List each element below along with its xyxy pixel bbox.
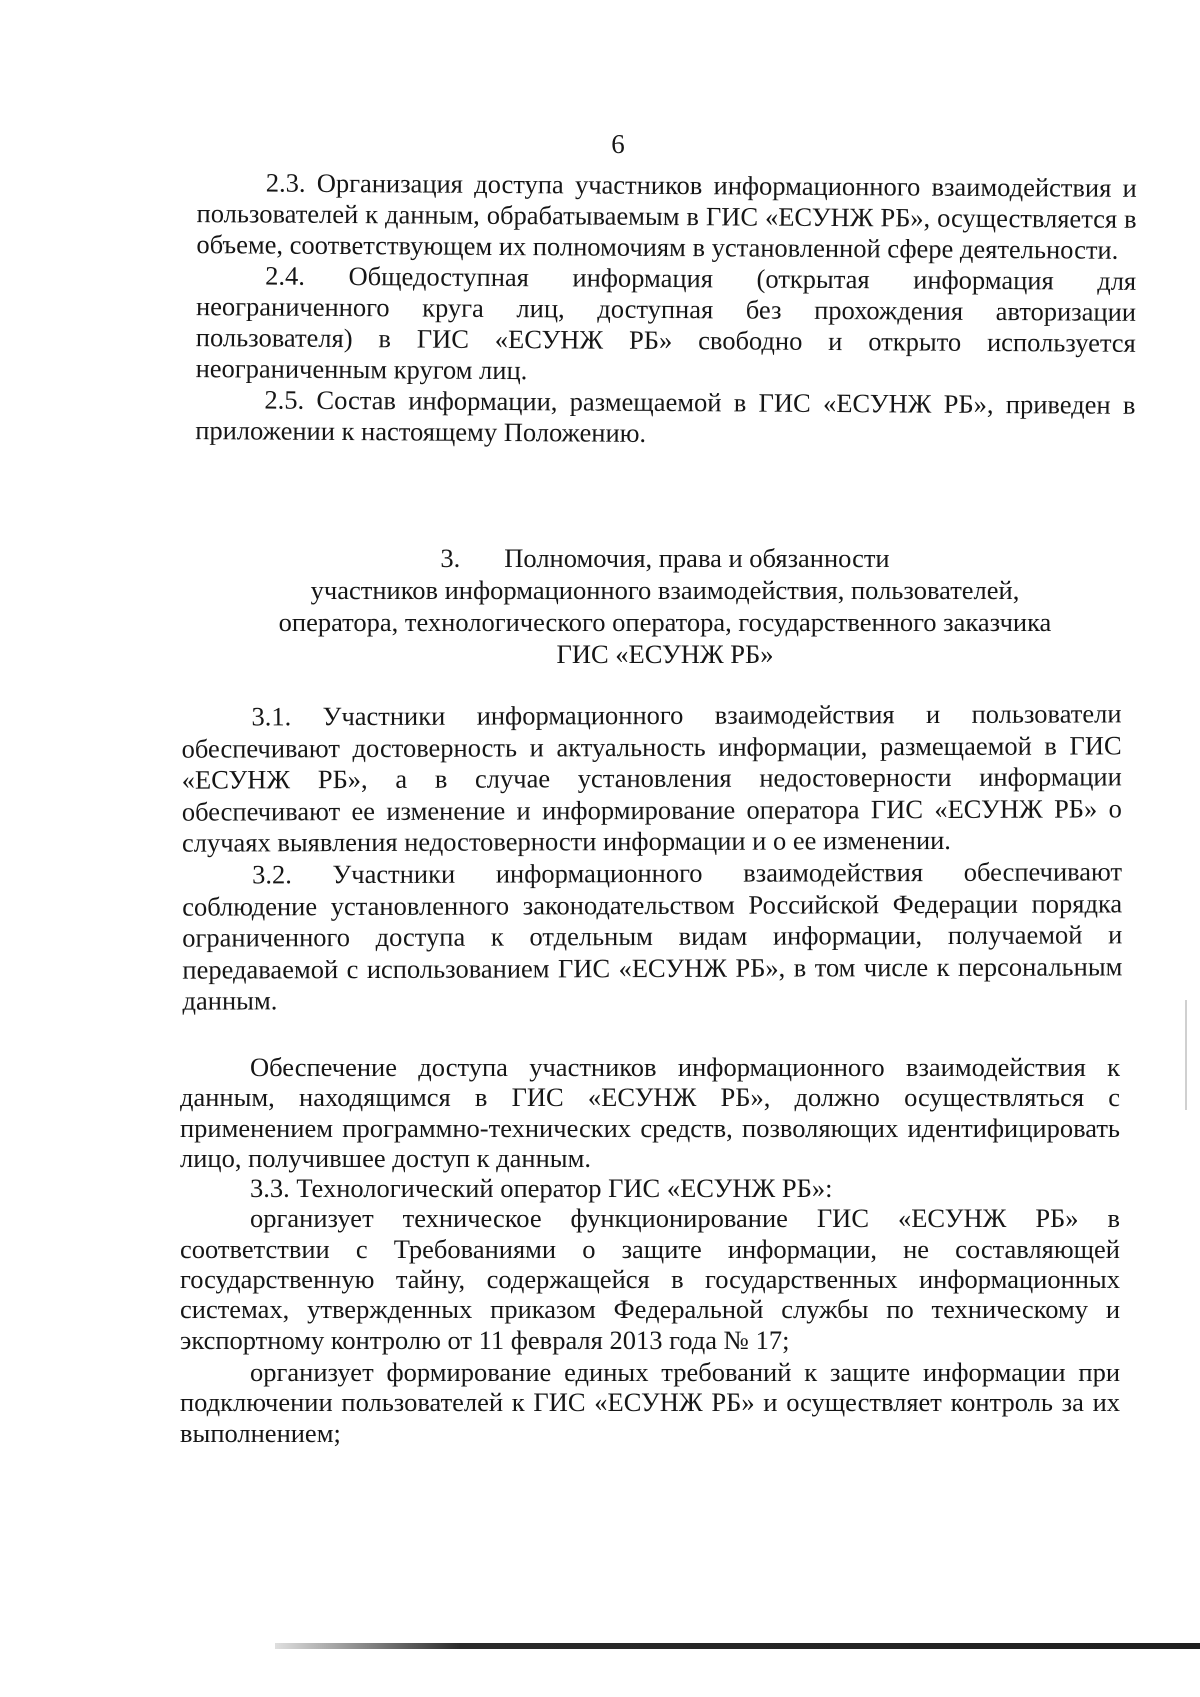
scan-edge-line (275, 1643, 1200, 1649)
heading-number: 3. (440, 543, 461, 573)
clause-2-5: 2.5. Состав информации, размещаемой в ГИС «ЕСУНЖ РБ», приведен в приложении к настоящему Положению. (195, 384, 1136, 448)
heading-line-1 (0, 542, 1200, 574)
duty-technical-operation: организует техническое функционирование ГИС «ЕСУНЖ РБ» в соответствии с Требованиями о защите информации, не составляющей государственную тайну, содержащейся в государственных информационных системах, утвержденных приказом Федеральной службы по техническому и экспортному контролю от 11 февраля 2013 года № 17; (180, 1203, 1120, 1355)
duty-security-requirements: организует формирование единых требований к защите информации при подключении пользователей к ГИС «ЕСУНЖ РБ» и осуществляет контроль за их выполнением; (180, 1356, 1120, 1448)
section-3-part-1 (181, 698, 1122, 1017)
clause-3-1: 3.1. Участники информационного взаимодействия и пользователи обеспечивают достоверность и актуальность информации, размещаемой в ГИС «ЕСУНЖ РБ», а в случае установления недостоверности информации обеспечивают ее изменение и информирование оператора ГИС «ЕСУНЖ РБ» о случаях выявления недостоверности информации и о ее изменении. (181, 698, 1122, 859)
heading-title: Полномочия, права и обязанности (504, 543, 890, 573)
heading-line-2: участников информационного взаимодействия, пользователей, (310, 575, 1020, 605)
clause-3-2: 3.2. Участники информационного взаимодействия обеспечивают соблюдение установленного законодательством Российской Федерации порядка ограниченного доступа к отдельным видам информации, получаемой и передаваемой с использованием ГИС «ЕСУНЖ РБ», в том числе к персональным данным. (182, 856, 1123, 1016)
clause-2-4: 2.4. Общедоступная информация (открытая информация для неограниченного круга лиц, доступная без прохождения авторизации пользователя) в ГИС «ЕСУНЖ РБ» свободно и открыто используется неограниченным кругом лиц. (195, 260, 1137, 386)
heading-line-4: ГИС «ЕСУНЖ РБ» (556, 639, 774, 669)
clause-2-3: 2.3. Организация доступа участников информационного взаимодействия и пользователей к данным, обрабатываемым в ГИС «ЕСУНЖ РБ», осуществляется в объеме, соответствующем их полномочиям в установленной сфере деятельности. (196, 167, 1137, 265)
scan-artifact-mark (1185, 1000, 1187, 1110)
access-paragraph: Обеспечение доступа участников информационного взаимодействия к данным, находящимся в ГИС «ЕСУНЖ РБ», должно осуществляться с применением программно-технических средств, позволяющих идентифицировать лицо, получившее доступ к данным. (180, 1052, 1120, 1173)
clause-3-3: 3.3. Технологический оператор ГИС «ЕСУНЖ РБ»: (250, 1173, 833, 1204)
section-2-clauses (195, 167, 1137, 452)
page-number: 6 (611, 129, 625, 159)
section-3-heading (0, 542, 1200, 670)
section-3-part-2 (180, 1052, 1120, 1448)
heading-line-3: оператора, технологического оператора, государственного заказчика (278, 607, 1052, 637)
